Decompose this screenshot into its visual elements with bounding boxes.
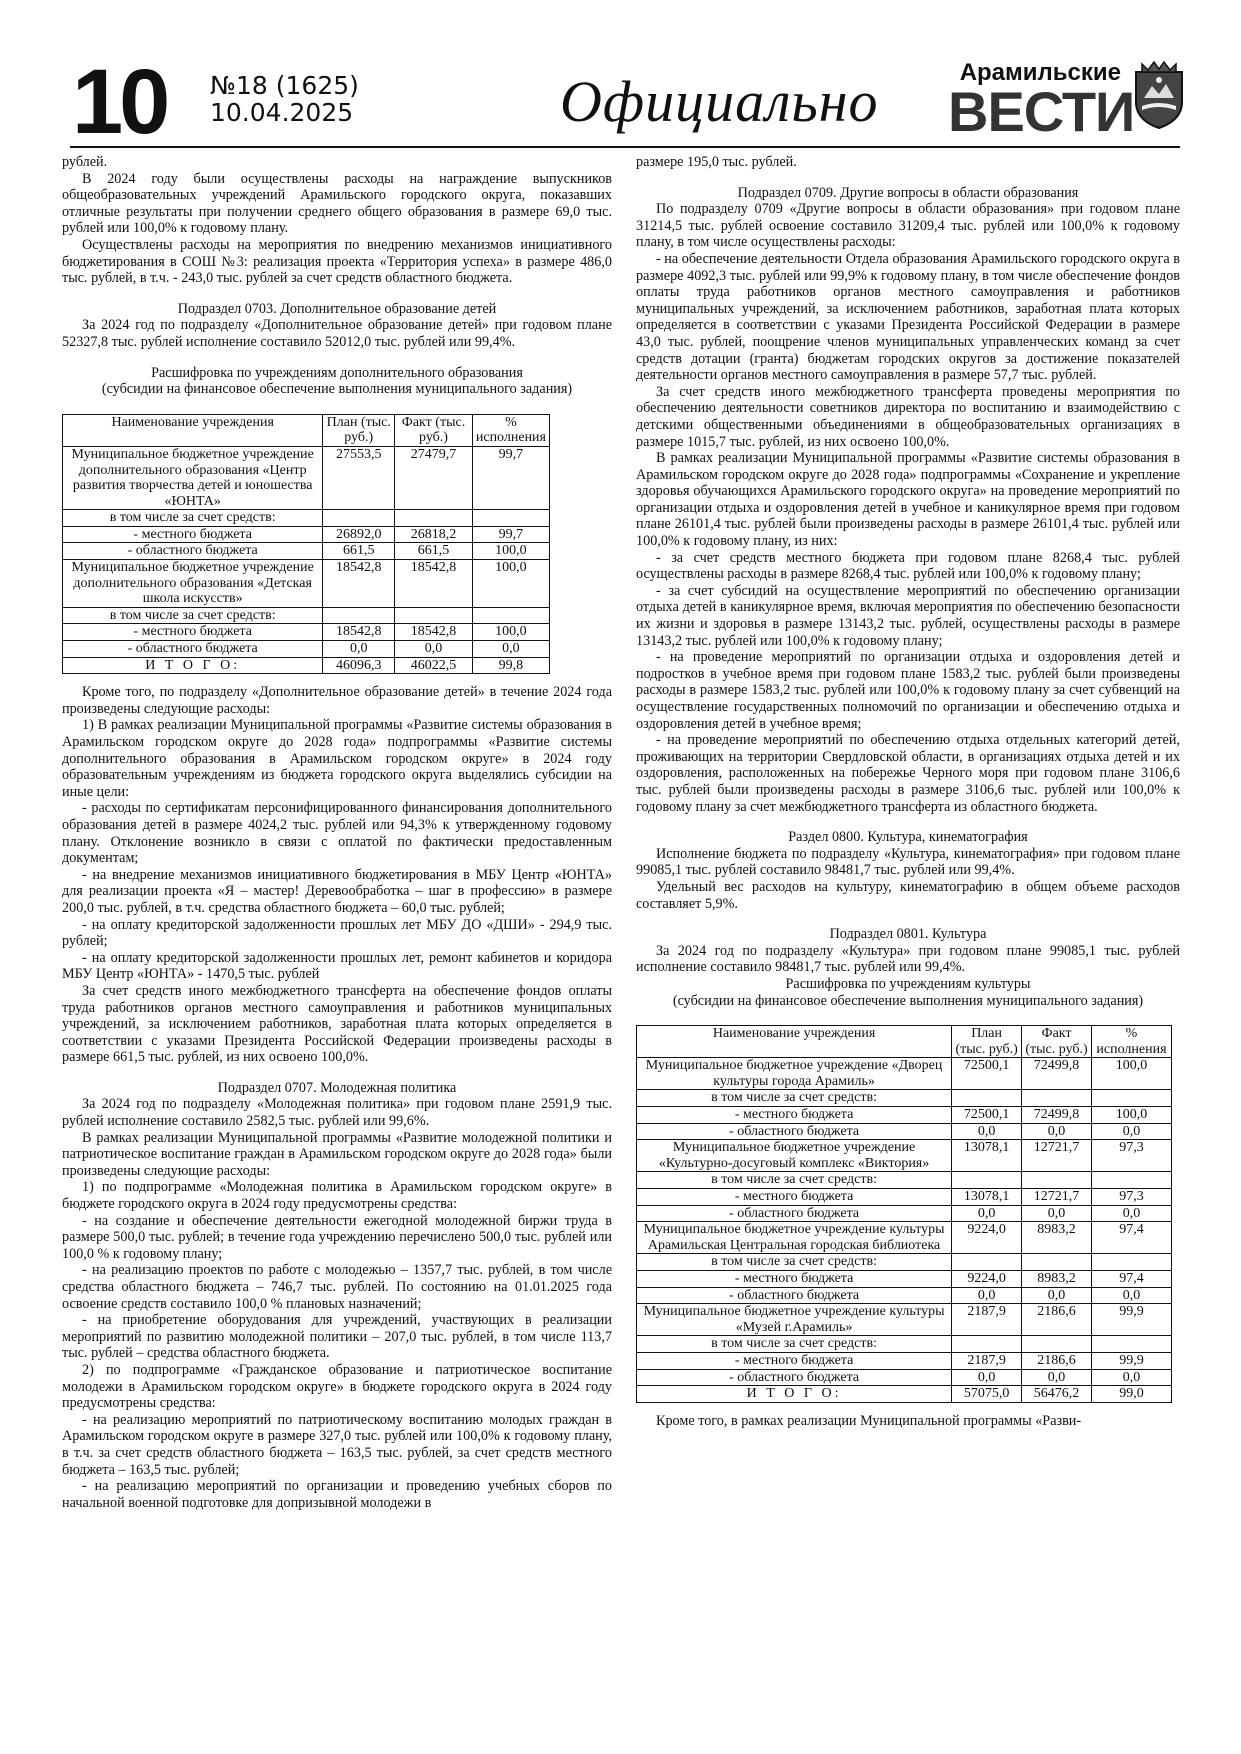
section-heading-0800: Раздел 0800. Культура, кинематография [788, 829, 1028, 846]
logo-top-text: Арамильские [959, 59, 1121, 86]
table-cell-value [952, 1254, 1022, 1271]
paragraph: - за счет средств местного бюджета при годовом плане 8268,4 тыс. рублей осуществлены расходы в размере 8268,4 тыс. рублей или 100,0% к годовому плану; [636, 549, 1180, 583]
table-cell-value: 2187,9 [952, 1304, 1022, 1336]
table-row [637, 1222, 1172, 1254]
table-cell-value: 0,0 [952, 1205, 1022, 1222]
paragraph: - на проведение мероприятий по обеспечению отдыха отдельных категорий детей, проживающих на территории Свердловской области, в организациях отдыха детей и их оздоровления, расположенных на побережье Черного моря при годовом плане 3106,6 тыс. рублей были произведены расходы в размере 3106,6 тыс. рублей или 100,0% к годовому плану за счет межбюджетного трансферта из областного бюджета. [636, 732, 1180, 815]
paragraph: За счет средств иного межбюджетного трансферта проведены мероприятия по обеспечению деятельности советников директора по воспитанию и взаимодействию с детскими общественными объединениями в общеобразовательных организациях в размере 1015,7 тыс. рублей, из них освоено 100,0%. [636, 383, 1180, 450]
table-row [63, 624, 550, 641]
additional-education-table [62, 414, 550, 675]
table-cell-value: 27479,7 [395, 446, 473, 509]
table-cell-name: в том числе за счет средств: [637, 1090, 952, 1107]
issue-number: №18 (1625) [210, 71, 359, 100]
table-cell-value: 72499,8 [1022, 1107, 1092, 1124]
table-row [63, 543, 550, 560]
table-cell-value: 56476,2 [1022, 1386, 1092, 1403]
paragraph: 1) по подпрограмме «Молодежная политика в Арамильском городском округе» в бюджете городского округа в 2024 году предусмотрены средства: [62, 1179, 612, 1213]
table-cell-value [395, 607, 473, 624]
paragraph: Кроме того, в рамках реализации Муниципальной программы «Разви- [656, 1412, 1082, 1429]
table-row [63, 657, 550, 674]
table-cell-value: 100,0 [472, 543, 549, 560]
subsection-heading-0801: Подраздел 0801. Культура [829, 926, 987, 943]
table-cell-name: - местного бюджета [63, 526, 323, 543]
table-cell-value [1022, 1336, 1092, 1353]
table-header-cell: % исполнения [1091, 1026, 1171, 1058]
right-column [636, 154, 1180, 1429]
table-cell-name: - местного бюджета [637, 1271, 952, 1288]
city-crest-icon [1132, 58, 1186, 130]
table-cell-value: 13078,1 [952, 1140, 1022, 1172]
table-cell-value [1091, 1172, 1171, 1189]
table-cell-value: 99,7 [472, 446, 549, 509]
paragraph: - расходы по сертификатам персонифицированного финансирования дополнительного образования детей в размере 4024,2 тыс. рублей или 94,3% к утвержденному годовому плану. Отклонение возникло в связи с оплатой по фактически предоставленным документам; [62, 800, 612, 867]
table-row [637, 1140, 1172, 1172]
table-cell-value: 0,0 [952, 1123, 1022, 1140]
paragraph: По подразделу 0709 «Другие вопросы в области образования» при годовом плане 31214,5 тыс. рублей освоение составило 31209,4 тыс. рублей или 100,0% к годовому плану, в том числе осуществлены расходы: [636, 201, 1180, 251]
table-caption-sub: (субсидии на финансовое обеспечение выполнения муниципального задания) [101, 381, 573, 398]
table-caption: Расшифровка по учреждениям культуры [785, 975, 1031, 992]
table-cell-value: 0,0 [323, 641, 395, 658]
paragraph: В 2024 году были осуществлены расходы на награждение выпускников общеобразовательных учреждений Арамильского городского округа, показавших отличные результаты при получении среднего общего образования в размере 69,0 тыс. рублей или 100,0% к годовому плану. [62, 170, 612, 237]
paragraph: В рамках реализации Муниципальной программы «Развитие системы образования в Арамильском городском округе до 2028 года» подпрограммы «Сохранение и укрепление здоровья обучающихся Арамильского городского округа» на проведение мероприятий по организации отдыха и оздоровления детей в учебное и каникулярное время при годовом плане 26101,4 тыс. рублей были произведены расходы в размере 26101,4 тыс. рублей или 100,0% к годовому плану, из них: [636, 450, 1180, 550]
table-cell-value: 9224,0 [952, 1271, 1022, 1288]
subsection-heading-0703: Подраздел 0703. Дополнительное образование детей [177, 300, 497, 317]
subsection-heading-0709: Подраздел 0709. Другие вопросы в области образования [737, 184, 1079, 201]
table-cell-name: Муниципальное бюджетное учреждение дополнительного образования «Детская школа искусств» [63, 560, 323, 608]
table-cell-value: 72499,8 [1022, 1058, 1092, 1090]
table-cell-value [395, 510, 473, 527]
table-cell-value: 99,9 [1091, 1304, 1171, 1336]
table-cell-value [323, 607, 395, 624]
table-cell-value: 18542,8 [395, 560, 473, 608]
table-cell-name: - местного бюджета [637, 1352, 952, 1369]
table-caption: Расшифровка по учреждениям дополнительного образования [151, 364, 523, 381]
table-row [637, 1369, 1172, 1386]
table-cell-value: 100,0 [472, 560, 549, 608]
table-cell-value: 661,5 [323, 543, 395, 560]
paragraph: - на реализацию мероприятий по организации и проведению учебных сборов по начальной военной подготовке для допризывной молодежи в [62, 1478, 612, 1511]
paragraph: Удельный вес расходов на культуру, кинематографию в общем объеме расходов составляет 5,9%. [636, 878, 1180, 912]
paragraph: размере 195,0 тыс. рублей. [636, 154, 797, 170]
table-cell-value: 0,0 [1022, 1369, 1092, 1386]
table-header-row [637, 1026, 1172, 1058]
table-header-cell: Факт (тыс. руб.) [1022, 1026, 1092, 1058]
table-cell-value [952, 1090, 1022, 1107]
paragraph: За 2024 год по подразделу «Молодежная политика» при годовом плане 2591,9 тыс. рублей исполнение составило 2582,5 тыс. рублей или 99,6%. [62, 1096, 612, 1130]
logo-main-text: ВЕСТИ [948, 80, 1135, 143]
table-cell-value: 2187,9 [952, 1352, 1022, 1369]
paragraph: - на внедрение механизмов инициативного бюджетирования в МБУ Центр «ЮНТА» для реализации проекта «Я – мастер! Деревообработка – шаг в профессию» в размере 200,0 тыс. рублей, в т.ч. средства областного бюджета – 60,0 тыс. рублей; [62, 866, 612, 916]
table-row [63, 641, 550, 658]
table-cell-value: 97,4 [1091, 1222, 1171, 1254]
table-cell-name: в том числе за счет средств: [63, 510, 323, 527]
left-column [62, 154, 612, 1511]
table-cell-name: Муниципальное бюджетное учреждение культуры Арамильская Центральная городская библиотека [637, 1222, 952, 1254]
table-cell-name: Муниципальное бюджетное учреждение «Дворец культуры города Арамиль» [637, 1058, 952, 1090]
table-cell-value [472, 510, 549, 527]
table-cell-value: 2186,6 [1022, 1352, 1092, 1369]
table-row [63, 526, 550, 543]
table-cell-value: 661,5 [395, 543, 473, 560]
table-cell-name: - областного бюджета [637, 1123, 952, 1140]
table-row [637, 1090, 1172, 1107]
table-header-cell: Наименование учреждения [63, 414, 323, 446]
table-cell-value: 0,0 [1091, 1287, 1171, 1304]
table-cell-name: - местного бюджета [637, 1107, 952, 1124]
table-row [63, 607, 550, 624]
table-cell-name: - областного бюджета [63, 543, 323, 560]
table-cell-value: 26818,2 [395, 526, 473, 543]
table-row [63, 560, 550, 608]
table-caption-sub: (субсидии на финансовое обеспечение выполнения муниципального задания) [672, 992, 1144, 1009]
table-cell-value: 0,0 [1091, 1205, 1171, 1222]
subsection-heading-0707: Подраздел 0707. Молодежная политика [217, 1079, 457, 1096]
table-cell-value: 100,0 [472, 624, 549, 641]
paragraph: - на оплату кредиторской задолженности прошлых лет, ремонт кабинетов и коридора МБУ Центр «ЮНТА» - 1470,5 тыс. рублей [62, 949, 612, 983]
section-title: Официально [560, 69, 879, 134]
table-cell-name: в том числе за счет средств: [637, 1172, 952, 1189]
table-cell-name: - местного бюджета [63, 624, 323, 641]
paragraph: - на проведение мероприятий по организации отдыха и оздоровления детей и подростков в учебное время при годовом плане 1583,2 тыс. рублей были произведены расходы в размере 1583,2 тыс. рублей или 100,0% к годовому плану за счет субвенций на осуществление государственных полномочий по организации и обеспечению отдыха и оздоровления детей в учебное время; [636, 649, 1180, 732]
table-cell-value: 9224,0 [952, 1222, 1022, 1254]
paragraph: 2) по подпрограмме «Гражданское образование и патриотическое воспитание молодежи в Арамильском городском округе» в бюджете городского округа в 2024 году предусмотрены средства: [62, 1361, 612, 1412]
table-cell-name: в том числе за счет средств: [637, 1336, 952, 1353]
table-cell-name: - областного бюджета [63, 641, 323, 658]
table-cell-value [323, 510, 395, 527]
issue-date: 10.04.2025 [210, 98, 354, 127]
table-cell-name: - местного бюджета [637, 1189, 952, 1206]
table-row [637, 1189, 1172, 1206]
table-cell-value: 18542,8 [323, 624, 395, 641]
table-cell-value [1022, 1254, 1092, 1271]
table-row [637, 1058, 1172, 1090]
table-cell-name: - областного бюджета [637, 1369, 952, 1386]
paragraph: - за счет субсидий на осуществление мероприятий по обеспечению организации отдыха детей в каникулярное время, включая мероприятия по обеспечению безопасности их жизни и здоровья в размере 13143,2 тыс. рублей, осуществлены расходы в размере 13143,2 тыс. рублей или 100,0% к годовому плану; [636, 582, 1180, 649]
table-cell-value: 99,9 [1091, 1352, 1171, 1369]
table-cell-value: 0,0 [1022, 1205, 1092, 1222]
table-cell-value: 57075,0 [952, 1386, 1022, 1403]
table-row [63, 446, 550, 509]
table-cell-value: 18542,8 [323, 560, 395, 608]
table-cell-value [952, 1336, 1022, 1353]
table-row [637, 1304, 1172, 1336]
table-cell-value: 72500,1 [952, 1058, 1022, 1090]
table-cell-value: 18542,8 [395, 624, 473, 641]
paragraph: За 2024 год по подразделу «Культура» при годовом плане 99085,1 тыс. рублей исполнение составило 98481,7 тыс. рублей или 99,4%. [636, 942, 1180, 976]
table-cell-value: 99,7 [472, 526, 549, 543]
table-row [637, 1107, 1172, 1124]
table-cell-name: И Т О Г О: [63, 657, 323, 674]
table-cell-value: 2186,6 [1022, 1304, 1092, 1336]
table-cell-name: Муниципальное бюджетное учреждение культуры «Музей г.Арамиль» [637, 1304, 952, 1336]
issue-info [210, 72, 359, 126]
culture-table [636, 1025, 1172, 1403]
paragraph: рублей. [62, 154, 108, 170]
table-cell-value: 0,0 [952, 1287, 1022, 1304]
table-cell-value [1091, 1254, 1171, 1271]
table-cell-value: 100,0 [1091, 1058, 1171, 1090]
table-cell-value [1091, 1090, 1171, 1107]
paragraph: Осуществлены расходы на мероприятия по внедрению механизмов инициативного бюджетирования в СОШ №3: реализация проекта «Территория успеха» в размере 486,0 тыс. рублей, в т.ч. - 243,0 тыс. рублей за счет средств областного бюджета. [62, 236, 612, 287]
table-cell-value: 0,0 [472, 641, 549, 658]
paragraph: - на реализацию проектов по работе с молодежью – 1357,7 тыс. рублей, в том числе средства областного бюджета – 746,7 тыс. рублей. По состоянию на 01.01.2025 года освоение средств составило 100,0 % плановых назначений; [62, 1262, 612, 1312]
table-cell-value: 97,4 [1091, 1271, 1171, 1288]
table-cell-value: 100,0 [1091, 1107, 1171, 1124]
table-cell-value [1091, 1336, 1171, 1353]
table-cell-name: - областного бюджета [637, 1205, 952, 1222]
table-row [63, 510, 550, 527]
table-cell-value: 8983,2 [1022, 1271, 1092, 1288]
table-cell-name: в том числе за счет средств: [63, 607, 323, 624]
table-cell-value: 27553,5 [323, 446, 395, 509]
table-cell-value: 97,3 [1091, 1140, 1171, 1172]
page-header [70, 40, 1180, 153]
paragraph: За 2024 год по подразделу «Дополнительное образование детей» при годовом плане 52327,8 тыс. рублей исполнение составило 52012,0 тыс. рублей или 99,4%. [62, 317, 612, 350]
table-row [637, 1287, 1172, 1304]
table-header-row [63, 414, 550, 446]
table-row [637, 1172, 1172, 1189]
newspaper-logo [948, 59, 1135, 143]
table-row [637, 1254, 1172, 1271]
table-header-cell: План (тыс. руб.) [952, 1026, 1022, 1058]
table-row [637, 1352, 1172, 1369]
table-cell-value: 13078,1 [952, 1189, 1022, 1206]
paragraph: 1) В рамках реализации Муниципальной программы «Развитие системы образования в Арамильском городском округе до 2028 года» подпрограммы «Развитие системы дополнительного образования в Арамильском городском округе» в 2024 году образовательным учреждениям из бюджета городского округа выделялись субсидии на иные цели: [62, 717, 612, 800]
table-cell-value [1022, 1090, 1092, 1107]
paragraph: В рамках реализации Муниципальной программы «Развитие молодежной политики и патриотическое воспитание граждан в Арамильском городском округе до 2028 года» были произведены следующие расходы: [62, 1129, 612, 1179]
table-cell-value [472, 607, 549, 624]
table-cell-value: 8983,2 [1022, 1222, 1092, 1254]
table-cell-value: 72500,1 [952, 1107, 1022, 1124]
table-cell-value: 0,0 [1091, 1123, 1171, 1140]
table-cell-name: И Т О Г О: [637, 1386, 952, 1403]
paragraph: - на приобретение оборудования для учреждений, участвующих в реализации мероприятий по развитию молодежной политики – 207,0 тыс. рублей, в том числе 113,7 тыс. рублей – средства областного бюджета. [62, 1312, 612, 1362]
table-cell-name: Муниципальное бюджетное учреждение дополнительного образования «Центр развития творчества детей и юношества «ЮНТА» [63, 446, 323, 509]
table-cell-value [1022, 1172, 1092, 1189]
table-header-cell: План (тыс. руб.) [323, 414, 395, 446]
table-row [637, 1386, 1172, 1403]
table-cell-value: 0,0 [1091, 1369, 1171, 1386]
paragraph: За счет средств иного межбюджетного трансферта на обеспечение фондов оплаты труда работников органов местного самоуправления и работников муниципальных учреждений, за исключением работников, заработная плата которых определяется в соответствии с указами Президента Российской Федерации произведены расходы в размере 661,5 тыс. рублей, из них освоено 100,0%. [62, 982, 612, 1066]
paragraph: - на реализацию мероприятий по патриотическому воспитанию молодых граждан в Арамильском городском округе в размере 327,0 тыс. рублей или 100,0% к годовому плану, в т.ч. за счет средств областного бюджета – 163,5 тыс. рублей, за счет средств местного бюджета – 163,5 тыс. рублей; [62, 1411, 612, 1478]
page-number: 10 [72, 51, 167, 153]
table-header-cell: Наименование учреждения [637, 1026, 952, 1058]
table-cell-name: Муниципальное бюджетное учреждение «Культурно-досуговый комплекс «Виктория» [637, 1140, 952, 1172]
paragraph: - на создание и обеспечение деятельности ежегодной молодежной биржи труда в размере 500,0 тыс. рублей; в течение года учреждению перечислено 500,0 тыс. рублей или 100,0 % к годовому плану; [62, 1212, 612, 1262]
table-row [637, 1205, 1172, 1222]
table-row [637, 1271, 1172, 1288]
table-row [637, 1336, 1172, 1353]
table-cell-value [952, 1172, 1022, 1189]
paragraph: - на оплату кредиторской задолженности прошлых лет МБУ ДО «ДШИ» - 294,9 тыс. рублей; [62, 916, 612, 950]
table-cell-value: 97,3 [1091, 1189, 1171, 1206]
table-cell-value: 26892,0 [323, 526, 395, 543]
table-cell-name: - областного бюджета [637, 1287, 952, 1304]
table-cell-value: 0,0 [1022, 1287, 1092, 1304]
table-cell-value: 0,0 [395, 641, 473, 658]
table-header-cell: Факт (тыс. руб.) [395, 414, 473, 446]
table-row [637, 1123, 1172, 1140]
paragraph: Исполнение бюджета по подразделу «Культура, кинематография» при годовом плане 99085,1 тыс. рублей составило 98481,7 тыс. рублей или 99,4%. [636, 845, 1180, 879]
table-cell-value: 46022,5 [395, 657, 473, 674]
table-cell-name: в том числе за счет средств: [637, 1254, 952, 1271]
table-cell-value: 0,0 [1022, 1123, 1092, 1140]
table-cell-value: 12721,7 [1022, 1189, 1092, 1206]
table-cell-value: 99,8 [472, 657, 549, 674]
table-header-cell: % исполнения [472, 414, 549, 446]
paragraph: - на обеспечение деятельности Отдела образования Арамильского городского округа в размере 4092,3 тыс. рублей или 99,9% к годовому плану, в том числе обеспечение фондов оплаты труда работников органов местного самоуправления и работников муниципальных учреждений, за исключением работников, заработная плата которых определяется в соответствии с указами Президента Российской Федерации в размере 43,0 тыс. рублей, поощрение членов муниципальных управленческих команд за счет средств дотации (гранта) бюджетам городских округов за достижение показателей деятельности органов местного самоуправления в размере 57,7 тыс. рублей. [636, 250, 1180, 384]
table-cell-value: 0,0 [952, 1369, 1022, 1386]
table-cell-value: 99,0 [1091, 1386, 1171, 1403]
table-cell-value: 46096,3 [323, 657, 395, 674]
paragraph: Кроме того, по подразделу «Дополнительное образование детей» в течение 2024 года произведены следующие расходы: [62, 684, 612, 717]
table-cell-value: 12721,7 [1022, 1140, 1092, 1172]
